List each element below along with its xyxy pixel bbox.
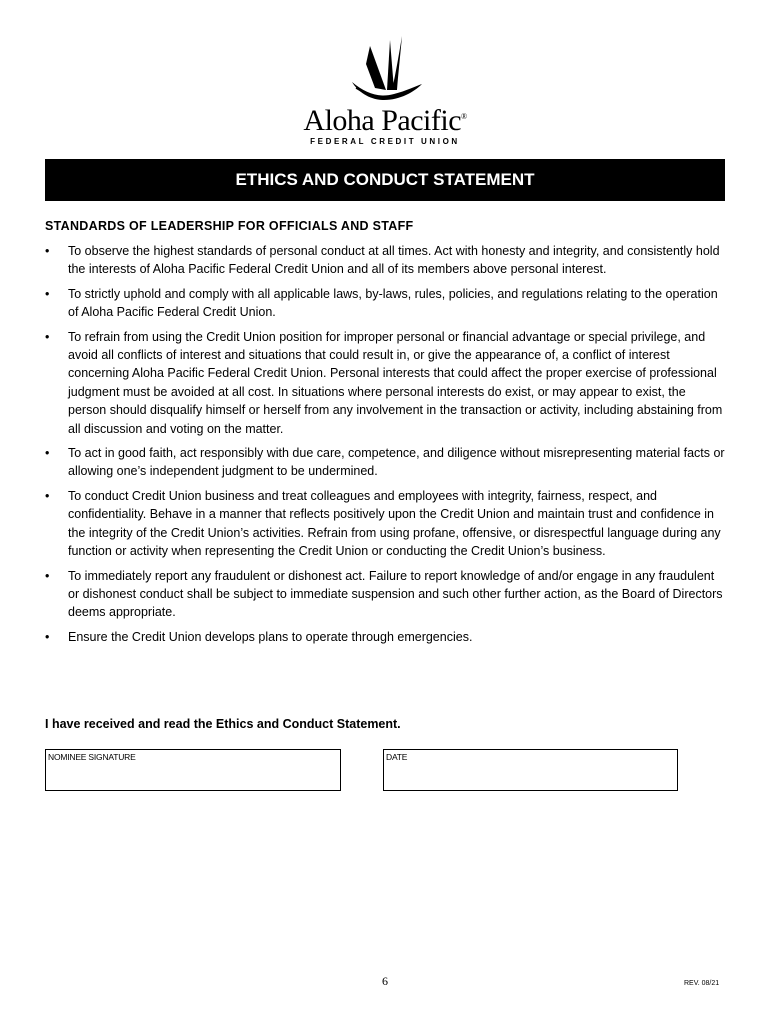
bullet-icon: • — [45, 286, 50, 301]
logo-subtitle: FEDERAL CREDIT UNION — [310, 137, 460, 146]
page-number: 6 — [382, 974, 388, 988]
list-item — [45, 628, 727, 646]
page-title: ETHICS AND CONDUCT STATEMENT — [45, 159, 725, 201]
list-item — [45, 285, 727, 322]
list-item-text: To refrain from using the Credit Union position for improper personal or financial advantage or special privilege, and avoid all conflicts of interest and situations that could result in, or give the appearance of, a conflict of interest concerning Aloha Pacific Federal Credit Union. Personal interests that could affect the proper exercise of professional judgment must be avoided at all cost. In situations where personal interests do exist, or may appear to exist, the person should disqualify himself or herself from any involvement in the transaction or activity, including abstaining from all discussion and voting on the matter. — [68, 329, 723, 436]
bullet-icon: • — [45, 488, 50, 503]
logo-wordmark — [300, 104, 470, 138]
revision-label: REV. 08/21 — [684, 980, 720, 987]
section-heading: STANDARDS OF LEADERSHIP FOR OFFICIALS AND STAFF — [45, 219, 414, 233]
acknowledgement-statement: I have received and read the Ethics and Conduct Statement. — [45, 717, 401, 731]
list-item — [45, 444, 727, 481]
aloha-pacific-logo — [300, 36, 470, 148]
standards-list — [45, 242, 727, 652]
bullet-icon: • — [45, 568, 50, 583]
list-item — [45, 567, 727, 622]
bullet-icon: • — [45, 629, 50, 644]
date-label: DATE — [386, 752, 408, 762]
list-item-text: To observe the highest standards of personal conduct at all times. Act with honesty and integrity, and consistently hold the interests of Aloha Pacific Federal Credit Union and all of its members above personal interest. — [68, 244, 720, 277]
list-item-text: Ensure the Credit Union develops plans to operate through emergencies. — [68, 629, 473, 644]
list-item-text: To conduct Credit Union business and treat colleagues and employees with integrity, fairness, respect, and confidentiality. Behave in a manner that reflects positively upon the Credit Union and maintain trust and confidence in the integrity of the Credit Union’s activities. Refrain from using profane, offensive, or disrespectful language during any function or activity when representing the Credit Union or conducting the Credit Union’s business. — [68, 488, 721, 559]
date-field[interactable] — [383, 749, 678, 791]
registered-mark: ® — [461, 112, 467, 121]
canoe-sail-icon — [342, 36, 428, 102]
logo-name-text: Aloha Pacific — [303, 104, 462, 137]
nominee-signature-label: NOMINEE SIGNATURE — [48, 752, 136, 762]
nominee-signature-field[interactable] — [45, 749, 341, 791]
bullet-icon: • — [45, 329, 50, 344]
bullet-icon: • — [45, 244, 50, 258]
list-item-text: To act in good faith, act responsibly with due care, competence, and diligence without misrepresenting material facts or allowing one’s independent judgment to be undermined. — [68, 446, 725, 479]
list-item — [45, 487, 727, 561]
list-item — [45, 242, 727, 279]
list-item-text: To immediately report any fraudulent or dishonest act. Failure to report knowledge of and/or engage in any fraudulent or dishonest conduct shall be subject to immediate suspension and such other further action, as the Board of Directors deems appropriate. — [68, 568, 723, 620]
list-item-text: To strictly uphold and comply with all applicable laws, by-laws, rules, policies, and regulations relating to the operation of Aloha Pacific Federal Credit Union. — [68, 286, 718, 320]
list-item — [45, 328, 727, 438]
bullet-icon: • — [45, 446, 50, 461]
